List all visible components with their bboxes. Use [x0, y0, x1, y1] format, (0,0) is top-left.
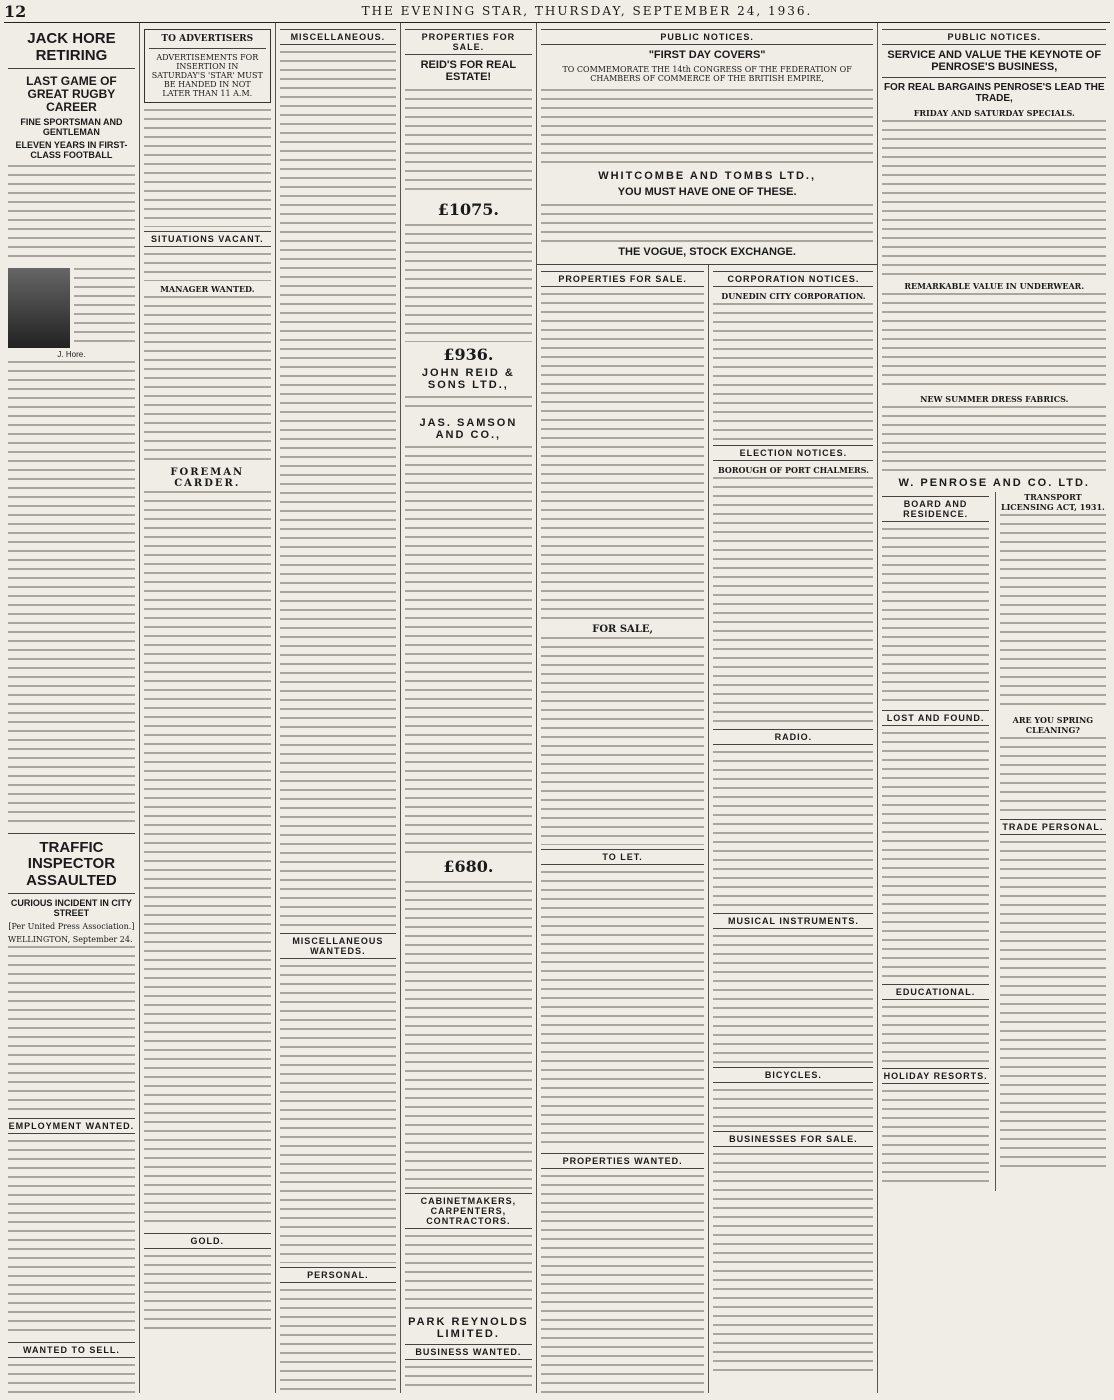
photo-block — [8, 266, 135, 359]
section-employment: EMPLOYMENT WANTED. — [8, 1118, 135, 1134]
column-2 — [140, 23, 276, 1393]
advertisers-box — [144, 29, 271, 103]
deck-last-game: LAST GAME OF GREAT RUGBY CAREER — [26, 74, 117, 115]
section-public-notices: PUBLIC NOTICES. — [541, 29, 874, 45]
newspaper-title: THE EVENING STAR, THURSDAY, SEPTEMBER 24, 1936. — [361, 4, 813, 18]
section-wanted-sell: WANTED TO SELL. — [8, 1342, 135, 1358]
deck-curious: CURIOUS INCIDENT IN CITY STREET — [10, 898, 132, 919]
price-1075: £1075. — [437, 200, 499, 219]
price-936: £936. — [443, 345, 494, 364]
section-cabinetmakers: CABINETMAKERS, CARPENTERS, CONTRACTORS. — [405, 1193, 532, 1229]
advertisers-title: TO ADVERTISERS — [161, 34, 254, 44]
summer-fabrics: NEW SUMMER DRESS FABRICS. — [920, 394, 1069, 404]
friday-specials: FRIDAY AND SATURDAY SPECIALS. — [913, 108, 1075, 118]
vogue-title: THE VOGUE, STOCK EXCHANGE. — [618, 246, 796, 258]
section-business-wanted: BUSINESS WANTED. — [405, 1344, 532, 1360]
column-1 — [4, 23, 140, 1393]
column-7 — [878, 23, 1110, 1393]
section-musical: MUSICAL INSTRUMENTS. — [713, 913, 873, 929]
reids-banner: REID'S FOR REAL ESTATE! — [420, 59, 517, 83]
column-4 — [401, 23, 537, 1393]
press-credit: [Per United Press Association.] — [8, 922, 135, 932]
section-public-7: PUBLIC NOTICES. — [882, 29, 1106, 45]
article-body-cont — [8, 359, 135, 829]
deck-eleven-years: ELEVEN YEARS IN FIRST-CLASS FOOTBALL — [15, 139, 128, 160]
section-situations: SITUATIONS VACANT. — [144, 231, 271, 247]
headline-traffic: TRAFFIC INSPECTOR ASSAULTED — [26, 838, 117, 889]
page-number: 12 — [4, 1, 27, 21]
section-holiday: HOLIDAY RESORTS. — [882, 1068, 988, 1084]
first-day-title: "FIRST DAY COVERS" — [648, 49, 766, 61]
section-trade: TRADE PERSONAL. — [1000, 819, 1106, 835]
section-gold: GOLD. — [144, 1233, 271, 1249]
congress-text: TO COMMEMORATE THE 14th CONGRESS OF THE FEDERATION OF CHAMBERS OF COMMERCE OF THE BRITISH EMPIRE, — [562, 65, 852, 83]
section-misc-wanted: MISCELLANEOUS WANTEDS. — [280, 933, 396, 959]
section-election: ELECTION NOTICES. — [713, 445, 873, 461]
firm-park-reynolds: PARK REYNOLDS LIMITED. — [408, 1316, 529, 1340]
foreman-carder: FOREMAN CARDER. — [170, 467, 245, 489]
manager-wanted: MANAGER WANTED. — [160, 284, 255, 294]
section-properties-5: PROPERTIES FOR SALE. — [541, 271, 705, 287]
section-educational: EDUCATIONAL. — [882, 984, 988, 1000]
first-day-covers-ad — [537, 23, 878, 265]
section-lost: LOST AND FOUND. — [882, 710, 988, 726]
port-chalmers: BOROUGH OF PORT CHALMERS. — [717, 465, 869, 475]
must-have: YOU MUST HAVE ONE OF THESE. — [617, 186, 797, 198]
penrose-subhead: FOR REAL BARGAINS PENROSE'S LEAD THE TRADE, — [883, 82, 1105, 104]
column-6 — [709, 265, 877, 1393]
dateline: WELLINGTON, September 24. — [8, 935, 133, 945]
portrait-photo — [8, 268, 70, 348]
section-to-let: TO LET. — [541, 849, 705, 865]
underwear-value: REMARKABLE VALUE IN UNDERWEAR. — [904, 281, 1085, 291]
deck-sportsman: FINE SPORTSMAN AND GENTLEMAN — [20, 116, 123, 137]
masthead — [4, 0, 1110, 23]
column-5-6 — [537, 23, 879, 1393]
section-personal: PERSONAL. — [280, 1267, 396, 1283]
photo-caption: J. Hore. — [57, 349, 86, 359]
section-misc: MISCELLANEOUS. — [280, 29, 396, 45]
firm-john-reid: JOHN REID & SONS LTD., — [421, 367, 515, 391]
price-680: £680. — [443, 857, 494, 876]
for-sale: FOR SALE, — [592, 624, 653, 635]
section-radio: RADIO. — [713, 729, 873, 745]
firm-whitcombe: WHITCOMBE AND TOMBS LTD., — [598, 170, 817, 182]
section-board: BOARD AND RESIDENCE. — [882, 496, 988, 522]
column-3 — [276, 23, 401, 1393]
section-corporation: CORPORATION NOTICES. — [713, 271, 873, 287]
headline-hore: JACK HORE RETIRING — [27, 30, 116, 64]
advertisers-body: ADVERTISEMENTS FOR INSERTION IN SATURDAY'S 'STAR' MUST BE HANDED IN NOT LATER THAN 11 A.M. — [151, 53, 263, 98]
section-property: PROPERTIES FOR SALE. — [405, 29, 532, 55]
dunedin-corp: DUNEDIN CITY CORPORATION. — [721, 291, 866, 301]
firm-samson: JAS. SAMSON AND CO., — [419, 417, 518, 441]
spring-cleaning: ARE YOU SPRING CLEANING? — [1012, 715, 1094, 735]
column-5 — [537, 265, 710, 1393]
transport-act: TRANSPORT LICENSING ACT, 1931. — [1000, 492, 1105, 512]
section-prop-wanted: PROPERTIES WANTED. — [541, 1153, 705, 1169]
article-body — [8, 163, 135, 263]
section-businesses: BUSINESSES FOR SALE. — [713, 1131, 873, 1147]
section-bicycles: BICYCLES. — [713, 1067, 873, 1083]
penrose-firm: W. PENROSE AND CO. LTD. — [898, 477, 1090, 489]
penrose-headline: SERVICE AND VALUE THE KEYNOTE OF PENROSE'S BUSINESS, — [887, 49, 1102, 73]
